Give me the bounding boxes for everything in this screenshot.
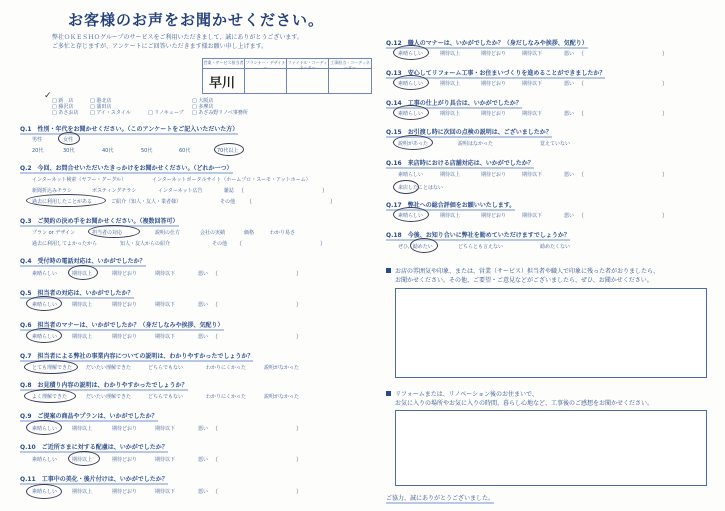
question-q11: Q.11 工事中の美化・後片付けは、いかがでしたか？: [20, 476, 168, 483]
option[interactable]: 期待以上: [440, 172, 461, 178]
option[interactable]: 女性: [63, 137, 74, 143]
check-mark: ✓: [44, 91, 52, 101]
option[interactable]: 期待どおり: [481, 172, 507, 178]
option[interactable]: 期待どおり: [112, 457, 138, 463]
option[interactable]: 期待以下: [522, 172, 543, 178]
option[interactable]: 悪い: [564, 172, 575, 178]
option[interactable]: 説明がなかった: [264, 365, 300, 371]
answer-circle: [58, 132, 80, 145]
option[interactable]: ご紹介（知人・友人・業者様）: [111, 199, 182, 205]
option[interactable]: 期待以上: [72, 334, 93, 340]
option[interactable]: 期待以下: [522, 213, 543, 219]
option[interactable]: 期待以下: [155, 302, 176, 308]
option[interactable]: 期待どおり: [481, 51, 507, 57]
option[interactable]: 新聞折込みチラシ: [32, 188, 73, 194]
option[interactable]: 素晴らしい: [32, 271, 58, 277]
option[interactable]: 素晴らしい: [32, 302, 58, 308]
option[interactable]: 期待以下: [155, 489, 176, 495]
blank-field[interactable]: （ ）: [238, 188, 329, 195]
question-q4: Q.4 受付時の電話対応は、いかがでしたか？: [20, 258, 146, 265]
option[interactable]: どちらとも言えない: [458, 244, 504, 250]
question-q9: Q.9 ご提案の商品やプランは、いかがでしたか？: [20, 413, 158, 420]
option[interactable]: 30代: [63, 148, 75, 154]
answer-circle: [393, 105, 429, 120]
answer-circle: [393, 207, 429, 222]
option[interactable]: 悪い: [564, 51, 575, 57]
after-construction-prompt: リフォームまたは、リノベーション後のお住まいで、 お気に入りの場所やお気に入りの時間、暮らし心地など、工事後のご感想をお聞かせください。: [386, 390, 653, 408]
option[interactable]: 男性: [32, 137, 43, 143]
answer-circle: [26, 194, 106, 207]
blank-field[interactable]: （ ）: [212, 457, 303, 464]
option[interactable]: 期待以下: [155, 271, 176, 277]
option[interactable]: その他: [212, 241, 228, 247]
option[interactable]: 期待以上: [72, 457, 93, 463]
option[interactable]: インターネット広告: [158, 188, 203, 194]
checkbox-option[interactable]: □ 大阪店: [192, 98, 214, 104]
option[interactable]: 期待以上: [72, 271, 93, 277]
question-q3: Q.3 ご契約の決め手をお聞かせください。（複数回答可）: [20, 218, 179, 225]
blank-field[interactable]: （ ）: [212, 271, 303, 278]
answer-circle: [26, 484, 62, 499]
question-q13: Q.13 安心してリフォーム工事・お住まいづくりを進めることができましたか？: [386, 70, 606, 77]
option[interactable]: 期待以下: [522, 51, 543, 57]
option[interactable]: 来店したことはない: [398, 185, 444, 191]
blank-field[interactable]: （ ）: [246, 199, 337, 206]
option[interactable]: 素晴らしい: [32, 489, 58, 495]
option[interactable]: 期待以上: [440, 111, 461, 117]
option[interactable]: 勧めたくない: [540, 244, 571, 250]
option[interactable]: 説明があった: [398, 141, 428, 147]
blank-field[interactable]: （ ）: [212, 426, 303, 433]
option[interactable]: 素晴らしい: [32, 426, 58, 432]
option[interactable]: わかりにくかった: [206, 394, 247, 400]
option[interactable]: 70代以上: [217, 148, 239, 154]
option[interactable]: 覚えていない: [540, 141, 571, 147]
blank-field[interactable]: （ ）: [212, 334, 303, 341]
option[interactable]: 期待どおり: [112, 426, 138, 432]
option[interactable]: だいたい理解できた: [86, 365, 132, 371]
question-q12: Q.12 職人のマナーは、いかがでしたか？（身だしなみや挨拶、気配り）: [386, 40, 588, 47]
option[interactable]: 期待以上: [72, 489, 93, 495]
staff-cell[interactable]: [245, 69, 287, 93]
option[interactable]: ポスティングチラシ: [92, 188, 137, 194]
question-q6: Q.6 担当者のマナーは、いかがでしたか？（身だしなみや挨拶、気配り）: [20, 322, 224, 329]
blank-field[interactable]: （ ）: [578, 213, 669, 220]
checkbox-option[interactable]: □ 藤沢店: [52, 104, 74, 110]
option[interactable]: 素晴らしい: [32, 457, 58, 463]
thanks-text: ご協力、誠にありがとうございました。: [386, 495, 495, 502]
staff-header: ファイナル・コーディネーター: [287, 60, 328, 70]
option[interactable]: よく理解できた: [32, 394, 68, 400]
free-comment-prompt: お店の雰囲気や印象、または、営業（サービス）担当者や職人で印象に残った者がおりましたら、 お聞かせください。その他、ご要望・ご意見などがございましたら、ぜひ、お聞かせください。: [386, 267, 659, 285]
blank-field[interactable]: （ ）: [578, 81, 669, 88]
option[interactable]: 期待以下: [155, 334, 176, 340]
option[interactable]: 期待以下: [522, 111, 543, 117]
option[interactable]: 素晴らしい: [32, 334, 58, 340]
after-construction-box[interactable]: [395, 410, 707, 486]
checkbox-option[interactable]: □ あざみ野リノベ事務所: [192, 110, 248, 116]
answer-circle: [410, 238, 438, 253]
answer-circle: [24, 389, 76, 403]
question-q5: Q.5 担当者の対応は、いかがでしたか？: [20, 290, 134, 297]
option[interactable]: 悪い: [564, 81, 575, 87]
question-q18: Q.18 今後、お知り合いに弊社を勧めていただけますでしょうか？: [386, 232, 570, 239]
staff-table: [202, 58, 372, 94]
option[interactable]: 期待どおり: [112, 334, 138, 340]
option[interactable]: 悪い: [198, 489, 209, 495]
question-q15: Q.15 お引渡し時に次回の点検の説明は、ございましたか？: [386, 129, 552, 136]
option[interactable]: 価格: [244, 230, 255, 236]
option[interactable]: 40代: [102, 148, 114, 154]
checkbox-option[interactable]: □ 蒲田店: [90, 104, 112, 110]
intro-line: 弊社ＯＫＥＳＨＯグループのサービスをご利用いただきまして、誠にありがとうございます。: [52, 34, 303, 41]
option[interactable]: 期待どおり: [481, 213, 507, 219]
option[interactable]: 雑誌: [224, 188, 235, 194]
answer-circle: [68, 265, 98, 280]
option[interactable]: 期待以上: [440, 81, 461, 87]
option[interactable]: 期待以下: [155, 426, 176, 432]
option[interactable]: 悪い: [198, 302, 209, 308]
option[interactable]: 悪い: [564, 213, 575, 219]
option[interactable]: 担当者の対応: [92, 230, 123, 236]
option[interactable]: 期待どおり: [112, 489, 138, 495]
option[interactable]: 説明がなかった: [264, 394, 300, 400]
blank-field[interactable]: （ ）: [212, 302, 303, 309]
option[interactable]: 過去に利用してよかったから: [32, 241, 98, 247]
question-q10: Q.10 ご近所さまに対する配慮は、いかがでしたか？: [20, 444, 168, 451]
answer-circle: [26, 296, 62, 311]
option[interactable]: 期待どおり: [112, 302, 138, 308]
blank-field[interactable]: （ ）: [578, 51, 669, 58]
answer-circle: [393, 180, 419, 194]
option[interactable]: 素晴らしい: [398, 81, 424, 87]
blank-field[interactable]: （ ）: [578, 172, 669, 179]
option[interactable]: わかり易さ: [270, 230, 296, 236]
option[interactable]: どちらでもない: [148, 365, 183, 371]
option[interactable]: 素晴らしい: [398, 172, 424, 178]
option[interactable]: 20代: [32, 148, 44, 154]
answer-circle: [214, 143, 244, 156]
answer-circle: [393, 75, 429, 90]
free-comment-box[interactable]: [395, 288, 707, 378]
question-q14: Q.14 工事の仕上がり具合は、いかがでしたか？: [386, 100, 522, 107]
intro-line: ご多忙と存じますが、アンケートにご回答いただきます様お願い申し上げます。: [52, 43, 268, 50]
option[interactable]: 知人・友人からの紹介: [120, 241, 171, 247]
checkbox-option[interactable]: □ 港北店: [90, 98, 112, 104]
checkbox-option[interactable]: □ アイ・スタイル: [90, 110, 131, 116]
option[interactable]: 期待以上: [440, 213, 461, 219]
option[interactable]: 素晴らしい: [398, 213, 424, 219]
blank-field[interactable]: （ ）: [236, 241, 327, 248]
option[interactable]: 期待以下: [155, 457, 176, 463]
option[interactable]: 悪い: [198, 457, 209, 463]
option[interactable]: インターネットポータルサイト（ホームプロ・スーモ・アットホーム）: [152, 177, 311, 183]
option[interactable]: とても理解できた: [32, 365, 73, 371]
option[interactable]: 素晴らしい: [398, 111, 424, 117]
option[interactable]: だいたい理解できた: [86, 394, 132, 400]
question-q2: Q.2 今回、お問合せいただいたきっかけをお聞かせください。（どれか一つ）: [20, 165, 233, 172]
answer-circle: [68, 451, 100, 466]
option[interactable]: 会社の実績: [200, 230, 226, 236]
answer-circle: [393, 45, 429, 60]
bullet-square-icon: [386, 391, 391, 396]
option[interactable]: 素晴らしい: [398, 51, 424, 57]
staff-header: 工事担当・コーディネーター: [330, 60, 370, 70]
option[interactable]: 説明の仕方: [155, 230, 181, 236]
question-q7: Q.7 担当者による弊社の事業内容についての説明は、わかりやすかったでしょうか？: [20, 353, 254, 360]
option[interactable]: インターネット検索（ヤフー・グーグル）: [32, 177, 127, 183]
bullet-square-icon: [386, 268, 391, 273]
blank-field[interactable]: （ ）: [578, 111, 669, 118]
option[interactable]: どちらでもない: [148, 394, 183, 400]
answer-circle: [24, 360, 78, 374]
option[interactable]: 悪い: [198, 271, 209, 277]
option[interactable]: 期待以上: [72, 426, 93, 432]
option[interactable]: 期待どおり: [481, 81, 507, 87]
staff-cell[interactable]: [287, 69, 329, 93]
option[interactable]: 期待どおり: [112, 271, 138, 277]
checkbox-option[interactable]: □ 多摩店: [192, 104, 214, 110]
option[interactable]: 期待以下: [522, 81, 543, 87]
option[interactable]: ぜひ、勧めたい: [398, 244, 433, 250]
option[interactable]: 60代: [179, 148, 191, 154]
option[interactable]: 期待以上: [72, 302, 93, 308]
option[interactable]: 期待どおり: [481, 111, 507, 117]
staff-cell[interactable]: [329, 69, 371, 93]
page-title: お客様のお声をお聞かせください。: [68, 11, 325, 29]
question-q1: Q.1 性別・年代をお聞かせください。（このアンケートをご記入いただいた方）: [20, 126, 239, 133]
option[interactable]: プラン or デザイン: [32, 230, 75, 236]
intro-text: [52, 33, 303, 51]
option[interactable]: 50代: [141, 148, 153, 154]
answer-circle: [393, 135, 433, 150]
answer-circle: [26, 328, 62, 343]
option[interactable]: 悪い: [198, 426, 209, 432]
answer-circle: [88, 225, 140, 238]
option[interactable]: 説明はなかった: [458, 141, 494, 147]
answer-circle: [26, 420, 62, 435]
option[interactable]: 悪い: [198, 334, 209, 340]
option[interactable]: 過去に利用したことがある: [32, 199, 93, 205]
option[interactable]: わかりにくかった: [206, 365, 247, 371]
staff-name-handwritten: 早川: [209, 76, 236, 91]
checkbox-option[interactable]: □ あさお店: [52, 110, 79, 116]
option[interactable]: その他: [220, 199, 236, 205]
blank-field[interactable]: （ ）: [212, 489, 303, 496]
staff-header: 営業・サービス担当者: [203, 59, 245, 69]
question-q16: Q.16 来店時における店舗対応は、いかがでしたか？: [386, 160, 534, 167]
option[interactable]: 悪い: [564, 111, 575, 117]
option[interactable]: 期待以上: [440, 51, 461, 57]
checkbox-option[interactable]: □ リノキューブ: [148, 110, 184, 116]
question-q17: Q.17 弊社への総合評価をお願いいたします。: [386, 202, 516, 209]
checkbox-option[interactable]: □ 新 店: [52, 98, 74, 104]
staff-header: プランナー・デザイナー: [245, 60, 286, 70]
question-q8: Q.8 お見積り内容の説明は、わかりやすかったでしょうか？: [20, 382, 188, 389]
